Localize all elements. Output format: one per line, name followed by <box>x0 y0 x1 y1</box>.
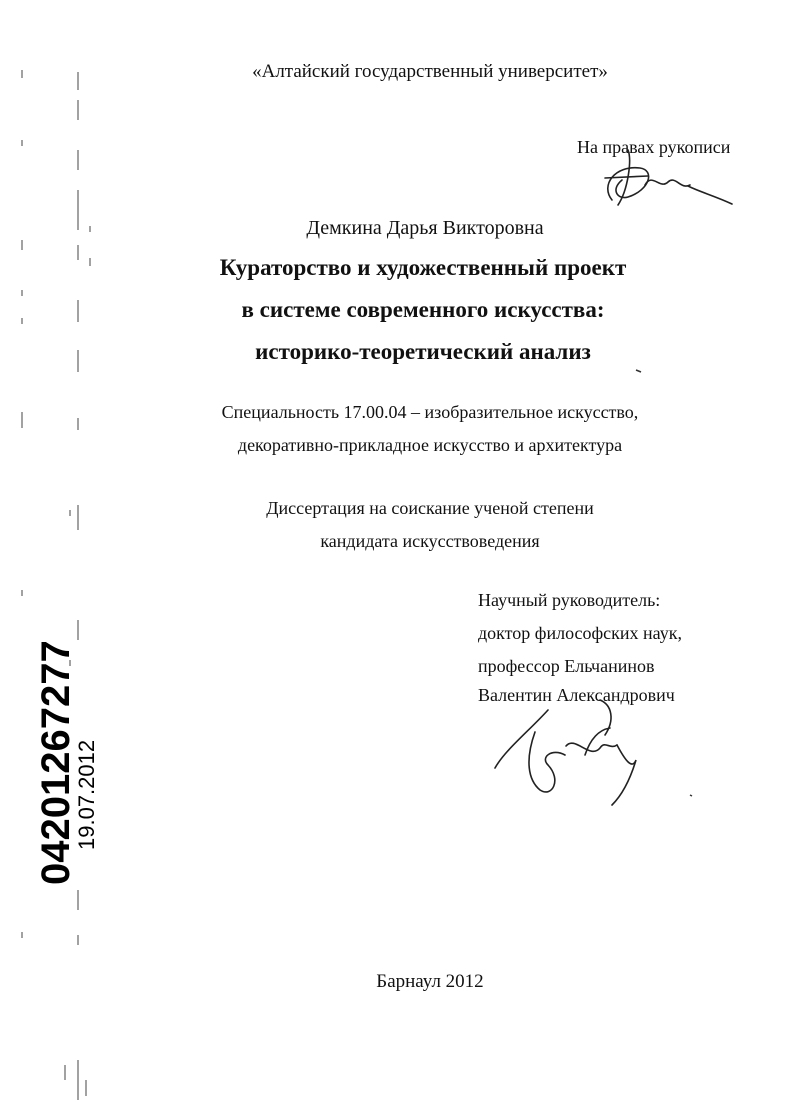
university-name: «Алтайский государственный университет» <box>252 61 608 82</box>
city-year: Барнаул 2012 <box>376 971 484 992</box>
supervisor-title-surname: профессор Ельчанинов <box>478 656 655 676</box>
library-stamp-date: 19.07.2012 <box>74 739 99 850</box>
supervisor-heading: Научный руководитель: <box>478 590 661 610</box>
specialty-line-2: декоративно-прикладное искусство и архитектура <box>237 435 623 455</box>
manuscript-rights-note: На правах рукописи <box>577 137 731 157</box>
supervisor-signature <box>495 700 636 805</box>
supervisor-given-names: Валентин Александрович <box>478 685 675 705</box>
library-stamp-number: 04201267277 <box>34 640 78 885</box>
author-name: Демкина Дарья Викторовна <box>306 217 544 239</box>
title-line-3: историко-теоретический анализ <box>255 339 591 364</box>
specialty-line-1: Специальность 17.00.04 – изобразительное искусство, <box>221 402 639 422</box>
margin-artifacts <box>22 70 90 1100</box>
dissertation-line-2: кандидата искусствоведения <box>320 531 540 551</box>
title-line-2: в системе современного искусства: <box>241 297 605 322</box>
dissertation-line-1: Диссертация на соискание ученой степени <box>266 498 594 518</box>
supervisor-degree: доктор философских наук, <box>478 623 682 643</box>
speck-mark <box>636 370 641 372</box>
speck-mark <box>690 795 692 796</box>
author-signature <box>605 150 732 205</box>
title-line-1: Кураторство и художественный проект <box>219 255 627 280</box>
